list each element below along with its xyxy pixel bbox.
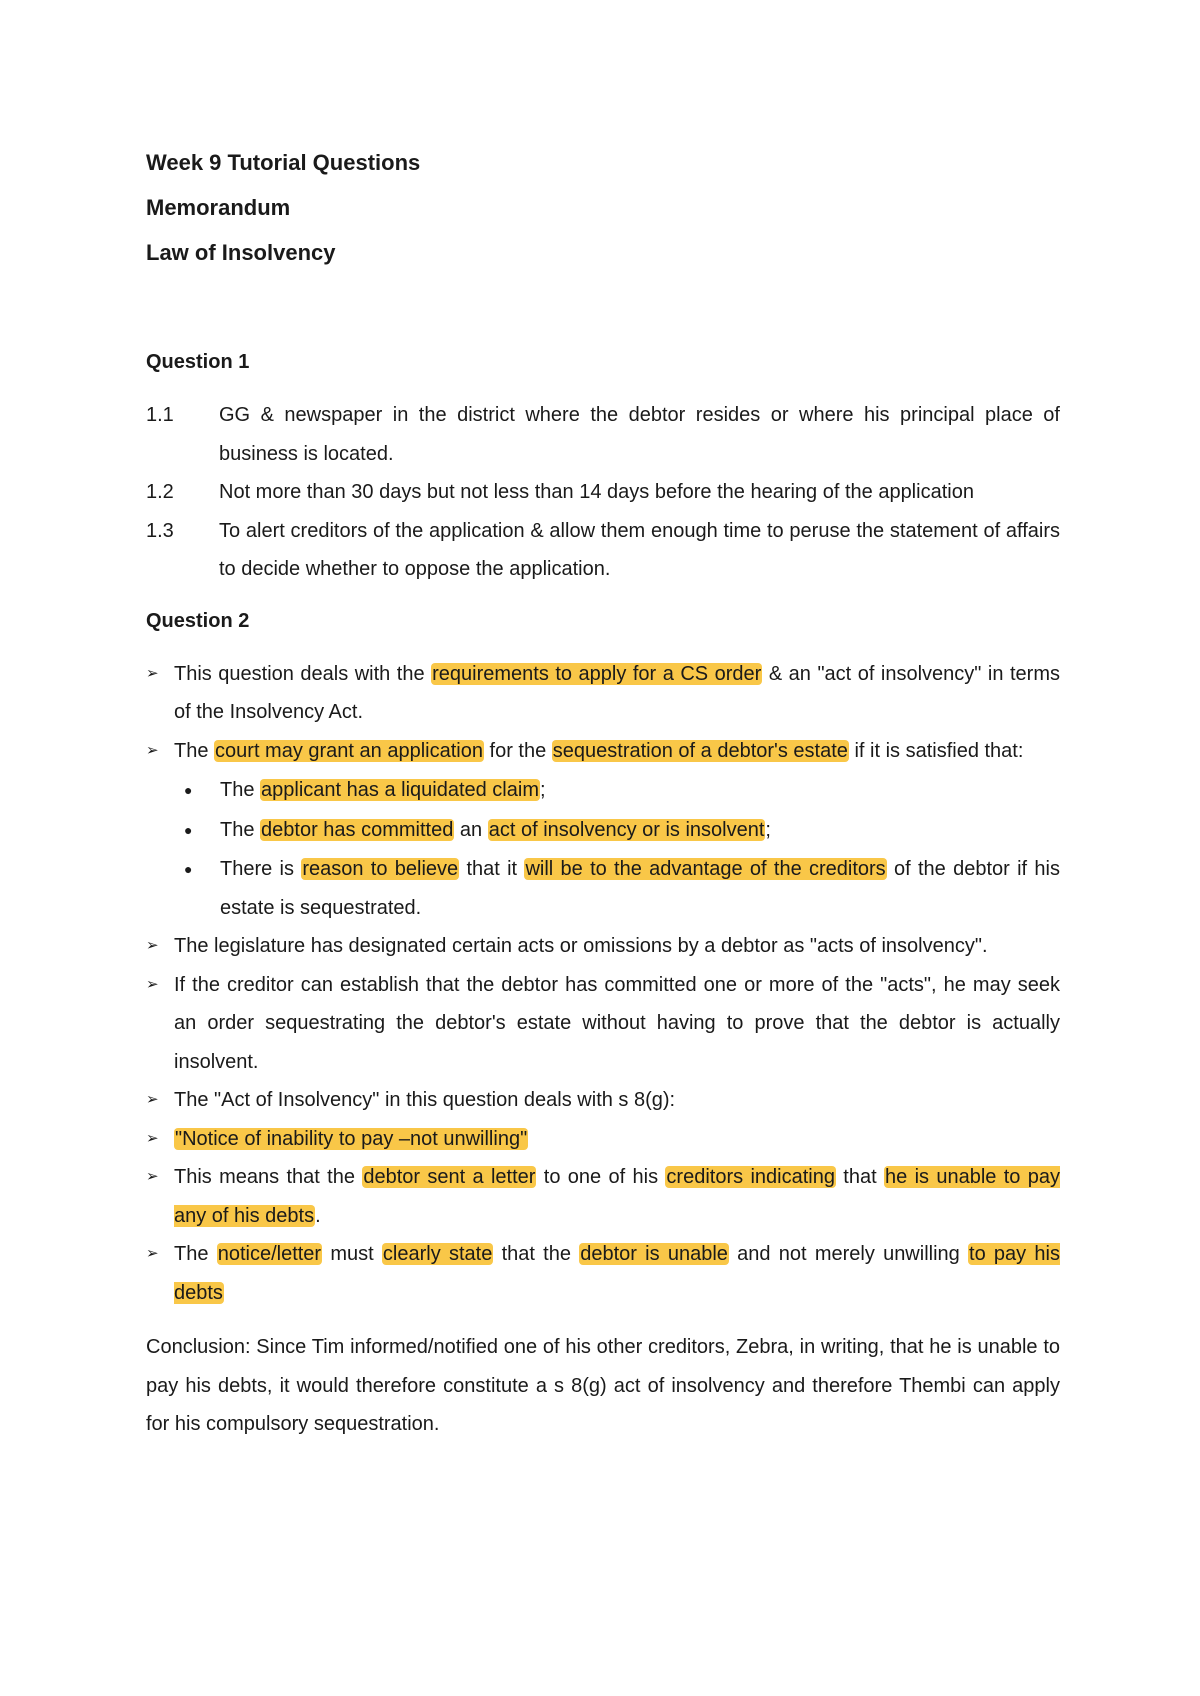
highlighted-text: requirements to apply for a CS order <box>432 662 762 685</box>
answer-number: 1.1 <box>146 404 174 426</box>
text-run: to one of his <box>536 1166 666 1188</box>
highlighted-text: reason to believe <box>302 858 459 880</box>
bullet-item-text <box>220 811 1060 850</box>
arrow-item-text <box>174 1158 1060 1235</box>
bullet-dot-icon: ● <box>184 782 193 798</box>
arrow-item <box>146 1235 1060 1312</box>
question-2-heading: Question 2 <box>146 609 250 632</box>
answer-text: To alert creditors of the application & allow them enough time to peruse the statement of affairs to decide whether to oppose the application. <box>219 519 1060 580</box>
text-run: The <box>174 739 215 762</box>
arrow-item <box>146 655 1060 732</box>
text-run: of the debtor if his estate is sequestrated. <box>220 858 1060 919</box>
highlighted-text: will be to the advantage of the creditors <box>525 858 886 880</box>
arrow-item-text: If the creditor can establish that the debtor has committed one or more of the "acts", he may seek an order sequestrating the debtor's estate without having to prove that the debtor is actually insolvent. <box>174 973 1060 1073</box>
text-run: ; <box>539 779 546 801</box>
bullet-item <box>184 850 1060 927</box>
document-title: Week 9 Tutorial Questions <box>146 150 421 175</box>
arrow-bullet-icon: ➢ <box>146 1168 159 1185</box>
answer-number: 1.2 <box>146 481 174 503</box>
bullet-item <box>184 771 1060 810</box>
text-run: The <box>174 1243 217 1265</box>
arrow-item-text <box>174 1120 1060 1159</box>
text-run: that it <box>459 858 525 880</box>
course-name: Law of Insolvency <box>146 240 336 265</box>
answer-text: GG & newspaper in the district where the debtor resides or where his principal place of business is located. <box>219 404 1060 465</box>
highlighted-text: "Notice of inability to pay –not unwilling" <box>175 1127 528 1150</box>
highlighted-text: sequestration of a debtor's estate <box>552 739 848 762</box>
arrow-item <box>146 927 1060 966</box>
question-1-heading: Question 1 <box>146 351 250 373</box>
conclusion-paragraph: Conclusion: Since Tim informed/notified one of his other creditors, Zebra, in writing, that he is unable to pay his debts, it would therefore constitute a s 8(g) act of insolvency and therefore Thembi can apply for his compulsory sequestration. <box>146 1336 1060 1435</box>
arrow-bullet-icon: ➢ <box>146 1245 159 1262</box>
arrow-bullet-icon: ➢ <box>146 975 159 993</box>
highlighted-text: court may grant an application <box>215 739 483 762</box>
text-run: for the <box>483 739 552 762</box>
document-page <box>146 140 1060 1464</box>
text-run: & an "act of insolvency" in terms of the Insolvency Act. <box>174 662 1060 723</box>
arrow-bullet-icon: ➢ <box>146 1091 159 1108</box>
arrow-item-text <box>174 732 1060 771</box>
text-run: ; <box>765 818 771 841</box>
text-run: The <box>220 779 261 801</box>
text-run: This question deals with the <box>174 662 432 685</box>
arrow-bullet-icon: ➢ <box>146 741 159 759</box>
text-run: that <box>835 1166 884 1188</box>
answer-1-3 <box>146 512 1060 589</box>
document-subtitle: Memorandum <box>146 195 291 220</box>
arrow-item <box>146 1120 1060 1159</box>
text-run: that the <box>493 1243 580 1265</box>
text-run: This means that the <box>174 1166 363 1188</box>
answer-number: 1.3 <box>146 519 174 542</box>
answer-1-1 <box>146 396 1060 473</box>
arrow-bullet-icon: ➢ <box>146 664 159 682</box>
arrow-bullet-icon: ➢ <box>146 937 159 954</box>
text-run: must <box>322 1243 382 1265</box>
bullet-item <box>184 811 1060 850</box>
arrow-item-text: The legislature has designated certain acts or omissions by a debtor as "acts of insolvency". <box>174 935 988 957</box>
highlighted-text: applicant has a liquidated claim <box>261 779 539 801</box>
highlighted-text: debtor is unable <box>580 1243 728 1265</box>
bullet-dot-icon: ● <box>184 861 193 877</box>
question-2-answers <box>146 655 1060 1313</box>
arrow-item-text <box>174 1235 1060 1312</box>
bullet-item-text <box>220 771 1060 810</box>
text-run: and not merely unwilling <box>728 1243 969 1265</box>
arrow-bullet-icon: ➢ <box>146 1129 159 1147</box>
highlighted-text: notice/letter <box>217 1243 322 1265</box>
question-1-answers <box>146 396 1060 589</box>
highlighted-text: clearly state <box>382 1243 493 1265</box>
arrow-item <box>146 1081 1060 1120</box>
highlighted-text: debtor has committed <box>261 818 454 841</box>
text-run: an <box>454 818 488 841</box>
text-run: The <box>220 818 261 841</box>
arrow-item <box>146 1158 1060 1235</box>
text-run: if it is satisfied that: <box>848 739 1024 762</box>
text-run: . <box>315 1204 321 1227</box>
text-run: There is <box>220 858 302 880</box>
highlighted-text: creditors indicating <box>666 1166 835 1188</box>
highlighted-text: debtor sent a letter <box>363 1166 536 1188</box>
arrow-item-text: The "Act of Insolvency" in this question deals with s 8(g): <box>174 1089 676 1111</box>
answer-1-2 <box>146 473 1060 512</box>
bullet-item-text <box>220 850 1060 927</box>
arrow-item-text <box>174 655 1060 732</box>
arrow-item <box>146 966 1060 1082</box>
highlighted-text: act of insolvency or is insolvent <box>488 818 765 841</box>
bullet-dot-icon: ● <box>184 821 193 838</box>
arrow-item <box>146 732 1060 771</box>
answer-text: Not more than 30 days but not less than 14 days before the hearing of the application <box>219 481 974 503</box>
highlighted-text: to pay his debts <box>174 1243 1060 1304</box>
highlighted-text: he is unable to pay any of his debts <box>174 1166 1060 1227</box>
